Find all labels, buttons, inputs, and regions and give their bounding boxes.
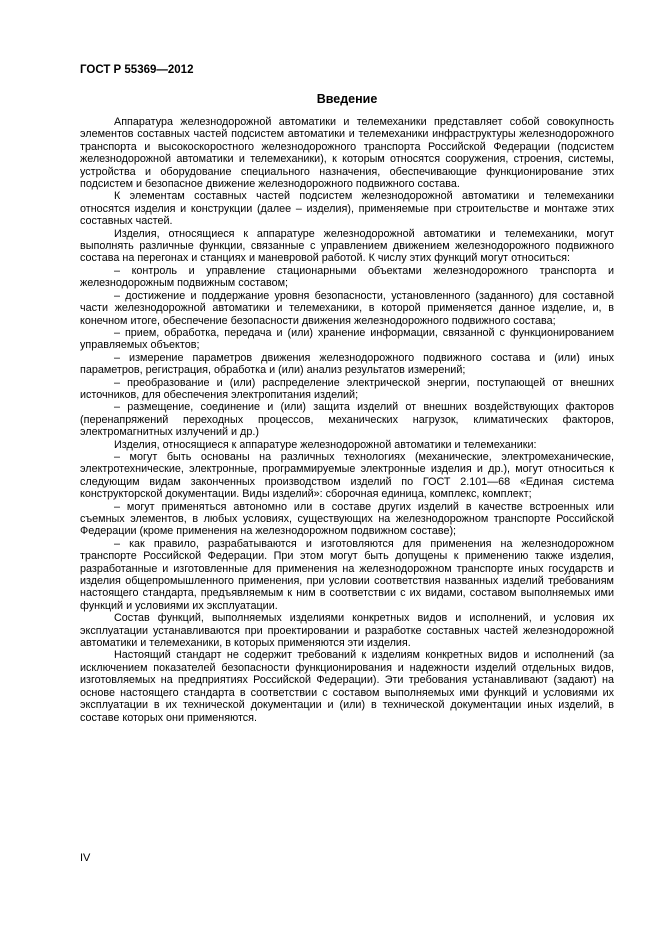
paragraph: Изделия, относящиеся к аппаратуре железнодорожной автоматики и телемеханики, могут выполнять различные функции, связанные с управлением движением железнодорожного подвижного состава на перегонах и станциях и маневровой работой. К числу этих функций могут относиться:	[80, 227, 614, 265]
paragraph: К элементам составных частей подсистем железнодорожной автоматики и телемеханики относятся изделия и конструкции (далее – изделия), применяемые при строительстве и монтаже этих составных частей.	[80, 190, 614, 228]
page-number: IV	[80, 852, 91, 864]
list-item: – могут применяться автономно или в составе других изделий в качестве встроенных или съемных элементов, в любых условиях, существующих на железнодорожном транспорте Российской Федерации (кроме применения на железнодорожном подвижном составе);	[80, 500, 614, 538]
list-item: – преобразование и (или) распределение электрической энергии, поступающей от внешних источников, для обеспечения электропитания изделий;	[80, 376, 614, 401]
paragraph: Изделия, относящиеся к аппаратуре железнодорожной автоматики и телемеханики:	[114, 438, 537, 451]
list-item: – контроль и управление стационарными объектами железнодорожного транспорта и железнодорожным подвижным составом;	[80, 264, 614, 290]
list-item: – могут быть основаны на различных технологиях (механические, электромеханические, электротехнические, электронные, программируемые электронные изделия и др.), могут относиться к следующим видам законченных производством изделий по ГОСТ 2.101—68 «Единая система конструкторской документации. Виды изделий»: сборочная единица, комплекс, комплект;	[80, 450, 614, 501]
document-header-code: ГОСТ Р 55369—2012	[80, 64, 194, 76]
list-item: – размещение, соединение и (или) защита изделий от внешних воздействующих факторов (перенапряжений переходных процессов, механических нагрузок, климатических факторов, электромагнитных излучений и др.)	[80, 401, 614, 439]
list-item: – достижение и поддержание уровня безопасности, установленного (заданного) для составной части железнодорожной автоматики и телемеханики, в которой применяется данное изделие, и, в конечном итоге, обеспечение безопасности движения железнодорожного подвижного состава;	[80, 289, 614, 327]
paragraph: Настоящий стандарт не содержит требований к изделиям конкретных видов и исполнений (за исключением показателей безопасности функционирования и надежности изделий отдельных видов, изготовляемых на предприятиях Российской Федерации). Эти требования устанавливают (задают) на основе настоящего стандарта в соответствии с составом выполняемых ими функций и условиями их эксплуатации в их технической документации и (или) в технической документации иных изделий, в составе которых они применяются.	[80, 649, 614, 724]
list-item: – измерение параметров движения железнодорожного подвижного состава и (или) иных параметров, регистрация, обработка и (или) анализ результатов измерений;	[80, 351, 614, 377]
paragraph: Аппаратура железнодорожной автоматики и телемеханики представляет собой совокупность элементов составных частей подсистем автоматики и телемеханики инфраструктуры железнодорожного транспорта и высокоскоростного железнодорожного транспорта Российской Федерации (подсистем железнодорожной автоматики и телемеханики), к которым относятся сооружения, строения, системы, устройства и оборудование специального назначения, обеспечивающие функционирование этих подсистем и безопасное движение железнодорожного подвижного состава.	[80, 116, 614, 191]
list-item: – прием, обработка, передача и (или) хранение информации, связанной с функционированием управляемых объектов;	[80, 326, 614, 352]
paragraph: Состав функций, выполняемых изделиями конкретных видов и исполнений, и условия их эксплуатации устанавливаются при проектировании и разработке составных частей железнодорожной автоматики и телемеханики, в которых применяются эти изделия.	[80, 612, 614, 650]
list-item: – как правило, разрабатываются и изготовляются для применения на железнодорожном транспорте Российской Федерации. При этом могут быть допущены к применению также изделия, разработанные и изготовленные для применения на железнодорожном транспорте иных государств и изделия общепромышленного применения, при условии соответствия названных изделий требованиям настоящего стандарта, предъявляемым к ним в соответствии с их видами, составом выполняемых ими функций и условиями их эксплуатации.	[80, 537, 614, 612]
section-title: Введение	[316, 92, 378, 106]
body-text	[80, 116, 614, 724]
